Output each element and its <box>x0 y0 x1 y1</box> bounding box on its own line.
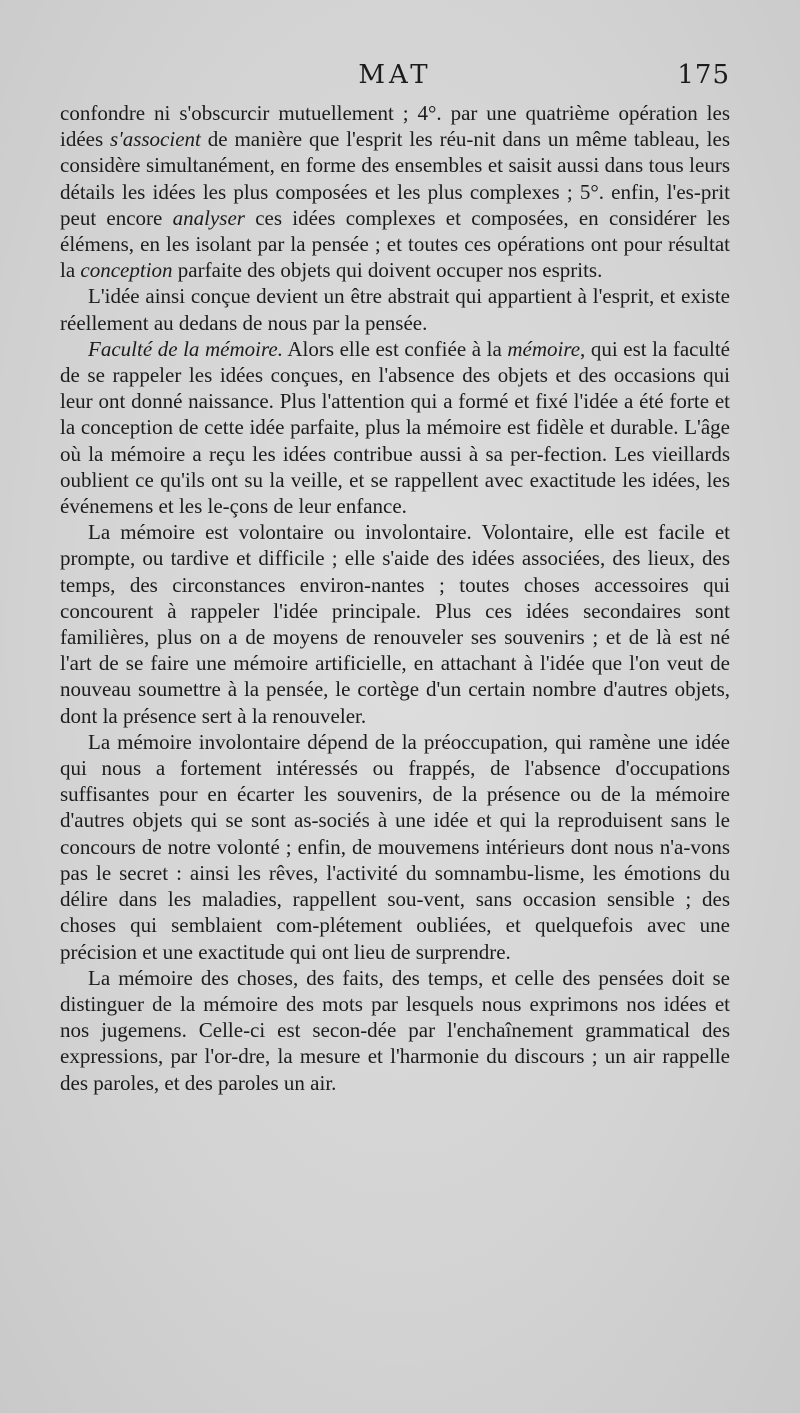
paragraph <box>60 283 730 335</box>
body-text <box>60 100 730 1096</box>
text-run: La mémoire des choses, des faits, des temps, et celle des pensées doit se distinguer de la mémoire des mots par lesquels nous exprimons nos idées et nos jugemens. Celle-ci est secon-dée par l'enchaînement grammatical des expressions, par l'or-dre, la mesure et l'harmonie du discours ; un air rappelle des paroles, et des paroles un air. <box>60 965 730 1095</box>
text-run: confondre ni s'obscurcir mutuellement ; 4°. par une quatrième opération les idées <box>60 101 730 152</box>
text-run: , qui est la faculté de se rappeler les idées conçues, en l'absence des objets et des occasions qui leur ont donné naissance. Plus l'attention qui a formé et fixé l'idée a été forte et la conception de cette idée parfaite, plus la mémoire est fidèle et durable. L'âge où la mémoire a reçu les idées contribue aussi à sa per-fection. Les vieillards oublient ce qu'ils ont su la veille, et se rappellent avec exactitude les idées, les événemens et les le-çons de leur enfance. <box>60 336 730 519</box>
italic-term: mémoire <box>507 336 581 361</box>
text-run: de manière que l'esprit les réu-nit dans un même tableau, les considère simultanément, en forme des ensembles et saisit aussi dans tous leurs détails les idées les plus composées et les plus complexes ; 5°. enfin, l'es-prit peut encore <box>60 127 730 230</box>
running-head: MAT <box>358 60 432 90</box>
text-run: L'idée ainsi conçue devient un être abstrait qui appartient à l'esprit, et existe réellement au dedans de nous par la pensée. <box>60 284 730 335</box>
italic-term: conception <box>80 258 173 283</box>
section-heading: Faculté de la mémoire. <box>88 336 283 361</box>
paragraph <box>60 519 730 729</box>
page-header <box>60 60 730 94</box>
italic-term: analyser <box>172 205 245 230</box>
italic-term: s'associent <box>110 127 201 152</box>
paragraph <box>60 336 730 519</box>
page-number: 175 <box>677 60 730 90</box>
text-run: parfaite des objets qui doivent occuper nos esprits. <box>172 258 603 283</box>
text-run: ces idées complexes et composées, en considérer les élémens, en les isolant par la pensée ; et toutes ces opérations ont pour résultat la <box>60 205 730 283</box>
paragraph <box>60 965 730 1096</box>
paragraph <box>60 100 730 283</box>
text-run: La mémoire involontaire dépend de la préoccupation, qui ramène une idée qui nous a fortement intéressés ou frappés, de l'absence d'occupations suffisantes pour en écarter les souvenirs, de la présence ou de la mémoire d'autres objets qui se sont as-sociés à une idée et qui la reproduisent sans le concours de notre volonté ; enfin, de mouvemens intérieurs dont nous n'a-vons pas le secret : ainsi les rêves, l'activité du somnambu-lisme, les émotions du délire dans les maladies, rappellent sou-vent, sans occasion sensible ; des choses qui semblaient com-plétement oubliées, et quelquefois avec une précision et une exactitude qui ont lieu de surprendre. <box>60 729 730 964</box>
text-run: Alors elle est confiée à la <box>282 336 508 361</box>
text-run: La mémoire est volontaire ou involontaire. Volontaire, elle est facile et prompte, ou tardive et difficile ; elle s'aide des idées associées, des lieux, des temps, des circonstances environ-nantes ; toutes choses accessoires qui concourent à rappeler l'idée principale. Plus ces idées secondaires sont familières, plus on a de moyens de renouveler ses souvenirs ; et de là est né l'art de se faire une mémoire artificielle, en attachant à l'idée que l'on veut de nouveau soumettre à la pensée, le cortège d'un certain nombre d'autres objets, dont la présence sert à la renouveler. <box>60 520 730 728</box>
paragraph <box>60 729 730 965</box>
